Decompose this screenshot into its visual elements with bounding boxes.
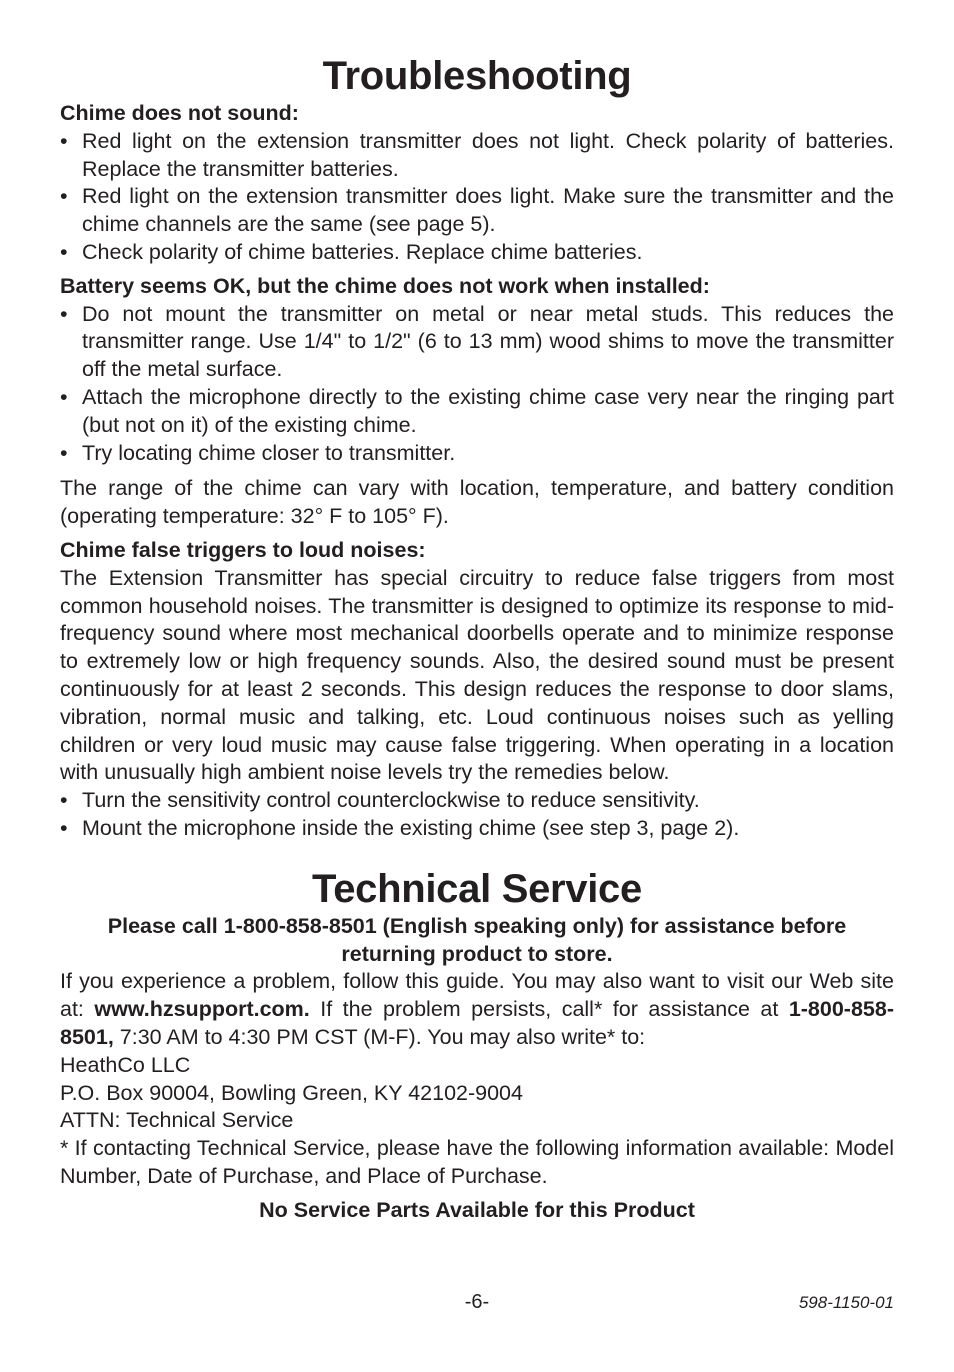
false-triggers-paragraph: The Extension Transmitter has special circuitry to reduce false triggers from most common household noises. The transmitter is designed to optimize its response to mid-frequency sound where most mechanical doorbells operate and to minimize response to extremely low or high frequency sounds. Also, the desired sound must be present continuously for at least 2 seconds. This design reduces the response to door slams, vibration, normal music and talking, etc. Loud continuous noises such as yelling children or very loud music may cause false triggering. When operating in a location with unusually high ambient noise levels try the remedies below. [60,565,894,785]
service-footnote: * If contacting Technical Service, please have the following information available: Model Number, Date of Purchase, and Place of Purchase. [60,1136,894,1188]
bullet-icon: • [60,815,68,840]
list-item: • Do not mount the transmitter on metal or near metal studs. This reduces the transmitter range. Use 1/4" to 1/2" (6 to 13 mm) wood shims to move the transmitter off the metal surface. [60,301,894,382]
battery-ok-list [60,301,894,468]
list-item: • Turn the sensitivity control counterclockwise to reduce sensitivity. [60,787,894,815]
section-heading-false-triggers: Chime false triggers to loud noises: [60,537,426,562]
range-note: The range of the chime can vary with location, temperature, and battery condition (operating temperature: 32° F to 105° F). [60,476,894,529]
bullet-icon: • [60,384,68,409]
address-line: HeathCo LLC [60,1052,191,1077]
list-item: • Attach the microphone directly to the existing chime case very near the ringing part (but not on it) of the existing chime. [60,384,894,437]
phone-number: 1-800-858-8501, [60,997,894,1049]
no-parts-notice: No Service Parts Available for this Product [259,1197,695,1222]
technical-service-intro: If you experience a problem, follow this guide. You may also want to visit our Web site at: www.hzsupport.com. If the problem persists, call* for assistance at 1-800-858-8501, 7:30 AM to 4:30 PM CST (M-F). You may also write* to: [60,969,894,1049]
bullet-icon: • [60,128,68,153]
address-line: ATTN: Technical Service [60,1108,294,1133]
technical-service-title: Technical Service [312,866,642,911]
page-content [60,52,894,1224]
bullet-icon: • [60,184,68,209]
list-item: • Red light on the extension transmitter does not light. Check polarity of batteries. Replace the transmitter batteries. [60,128,894,181]
bullet-icon: • [60,440,68,465]
section-heading-battery-ok: Battery seems OK, but the chime does not work when installed: [60,273,710,298]
section-heading-chime-no-sound: Chime does not sound: [60,101,299,125]
bullet-icon: • [60,239,68,264]
troubleshooting-title: Troubleshooting [322,54,632,98]
website-link[interactable]: www.hzsupport.com. [94,997,310,1022]
address-line: P.O. Box 90004, Bowling Green, KY 42102-9004 [60,1080,523,1105]
call-notice: Please call 1-800-858-8501 (English speaking only) for assistance before returning product to store. [107,913,847,966]
chime-no-sound-list [60,128,894,267]
list-item: • Mount the microphone inside the existing chime (see step 3, page 2). [60,815,894,843]
document-number: 598-1150-01 [798,1293,894,1312]
list-item: • Red light on the extension transmitter does light. Make sure the transmitter and the chime channels are the same (see page 5). [60,184,894,237]
bullet-icon: • [60,301,68,326]
list-item: • Try locating chime closer to transmitter. [60,440,894,468]
page-number: -6- [464,1291,490,1313]
false-triggers-list [60,787,894,843]
bullet-icon: • [60,788,68,813]
list-item: • Check polarity of chime batteries. Replace chime batteries. [60,239,894,267]
